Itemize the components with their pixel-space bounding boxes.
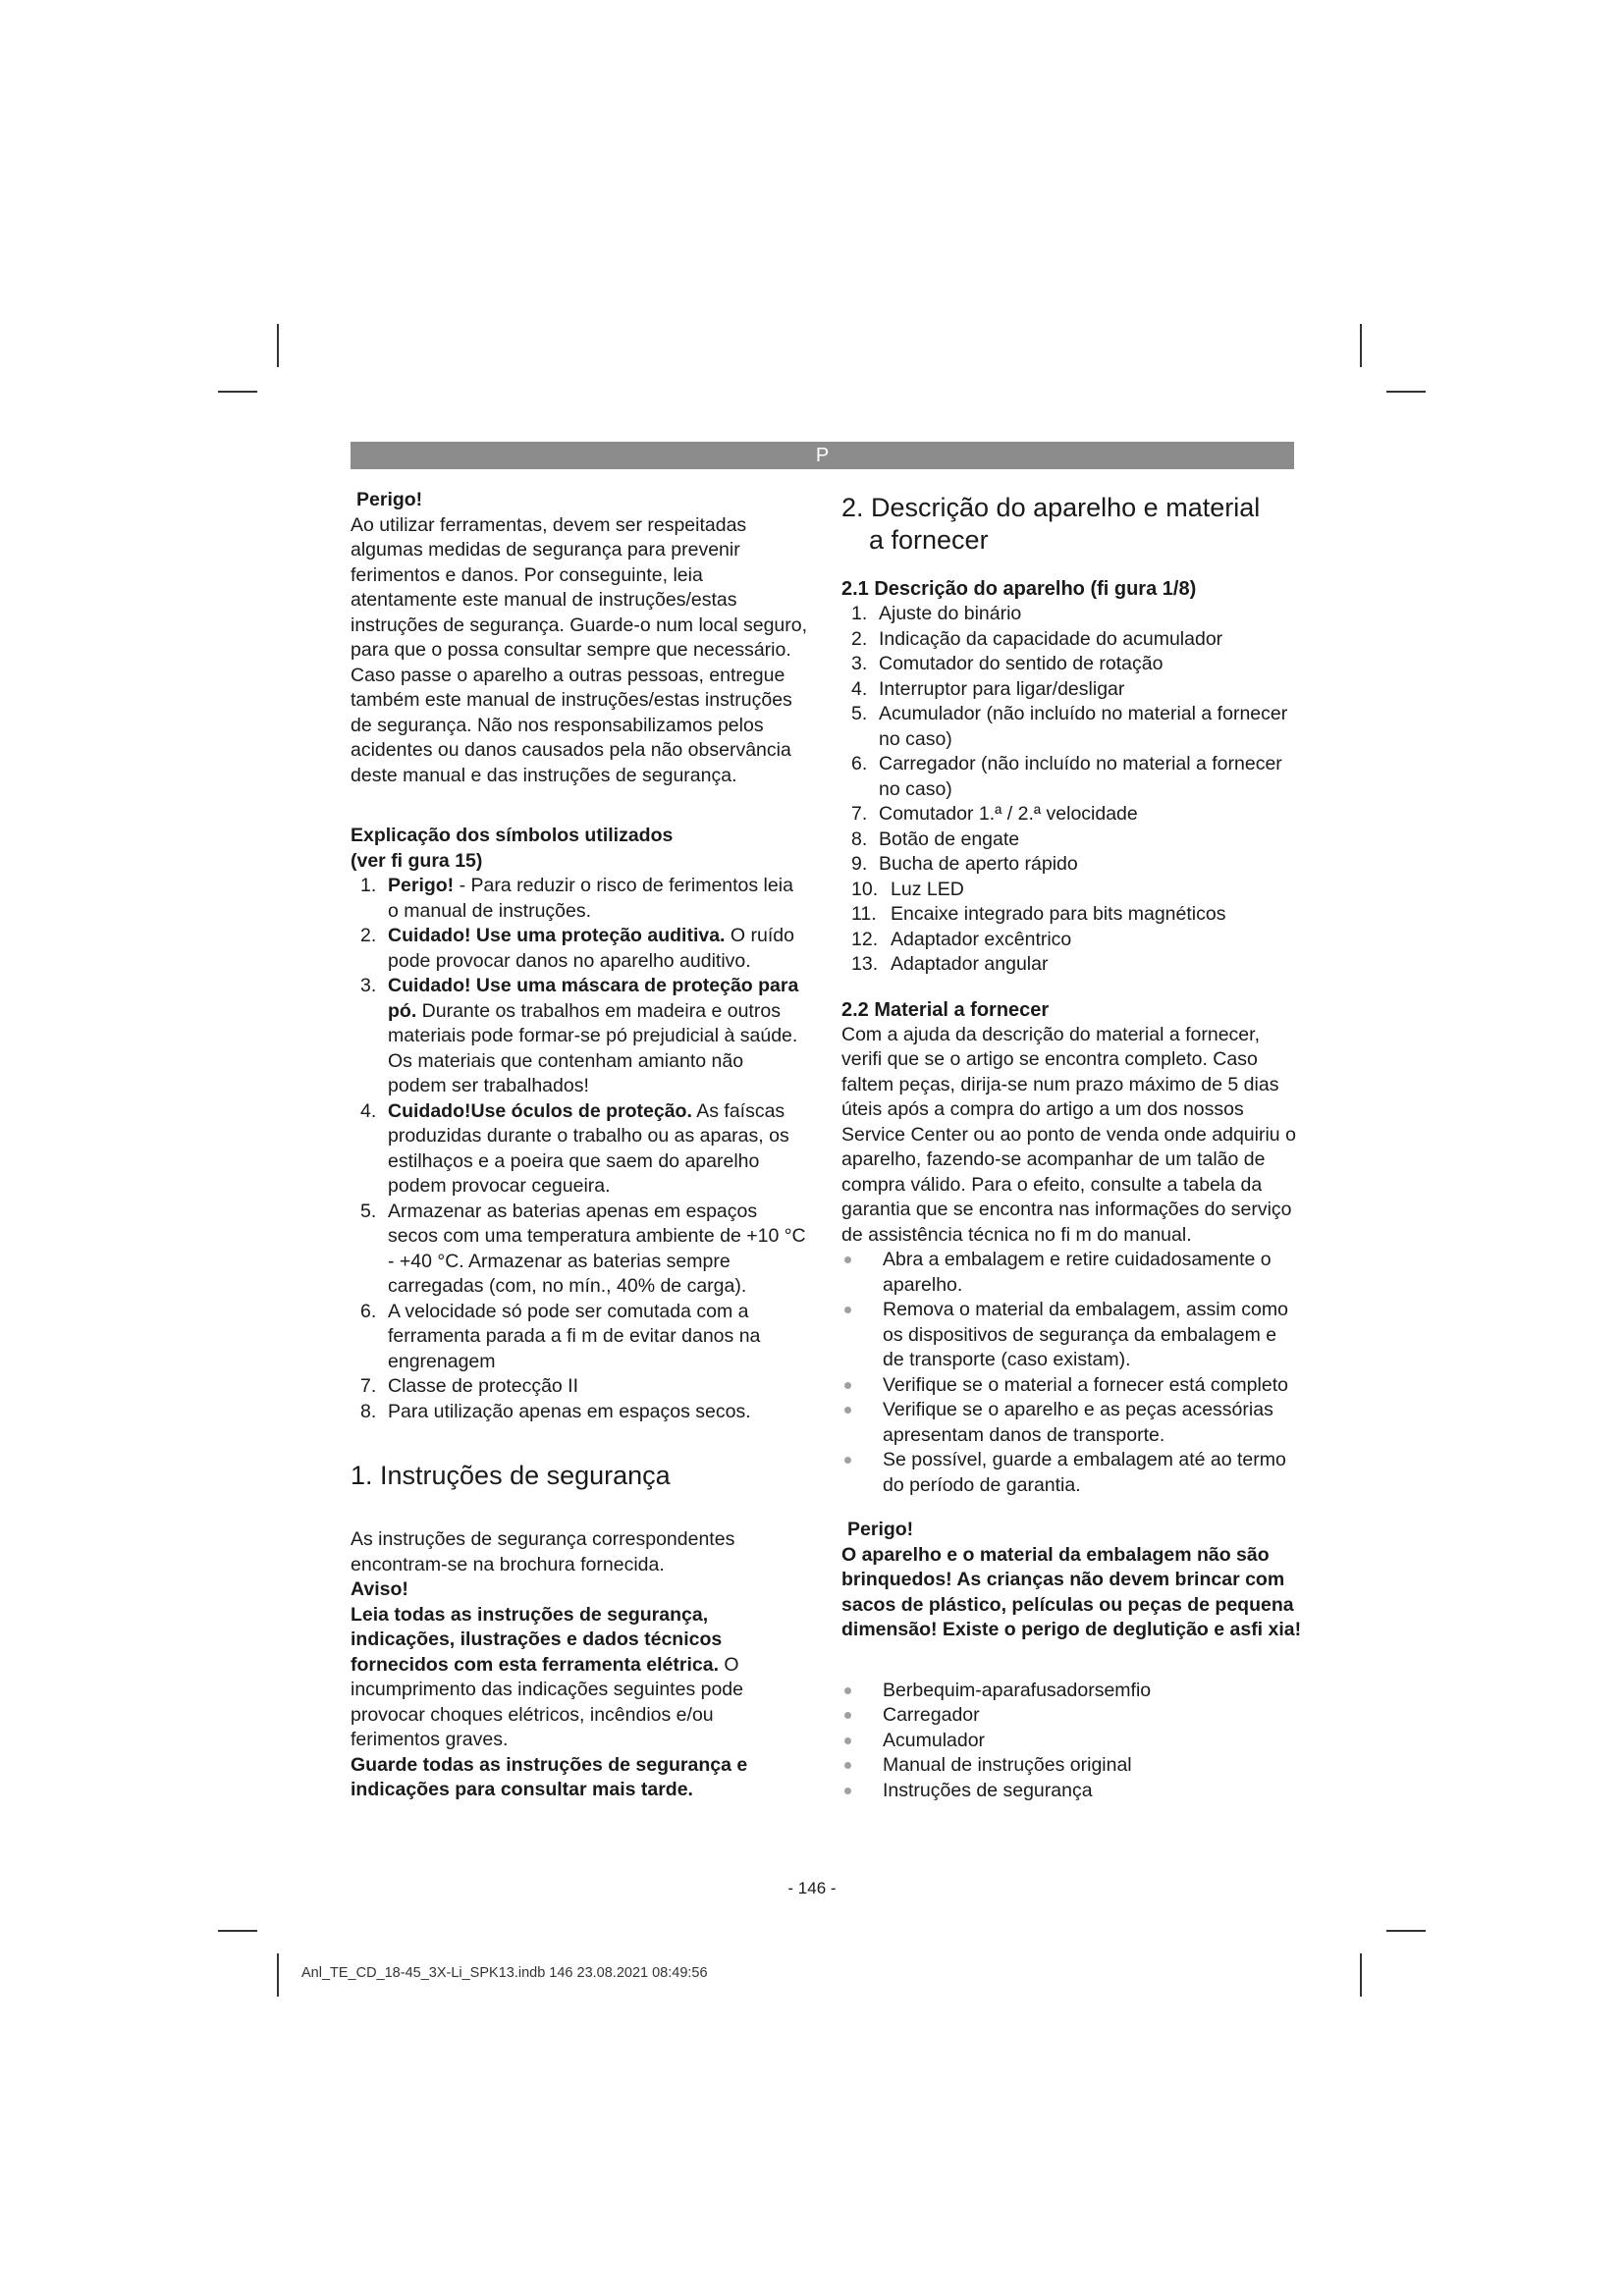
section-2-title xyxy=(841,492,1303,524)
danger-paragraph: Ao utilizar ferramentas, devem ser respeitadas algumas medidas de segurança para prevenir ferimentos e danos. Por conseguinte, leia atentamente este manual de instruções/estas instruções de segurança. Guarde-o num local seguro, para que o possa consultar sempre que necessário. Caso passe o aparelho a outras pessoas, entregue também este manual de instruções/estas instruções de segurança. Não nos responsabilizamos pelos acidentes ou danos causados pela não observância deste manual e das instruções de segurança. xyxy=(351,513,808,786)
keep-instructions: Guarde todas as instruções de segurança e indicações para consultar mais tarde. xyxy=(351,1753,748,1800)
symbol-description: Classe de protecção II xyxy=(388,1375,579,1397)
symbols-list-item xyxy=(351,1200,807,1300)
list-number: 9. xyxy=(851,853,868,875)
warning-text: O incumprimento das indicações seguintes pode provocar choques elétricos, incêndios e/ou ferimentos graves. xyxy=(351,1653,743,1750)
symbol-description: Armazenar as baterias apenas em espaços secos com uma temperatura ambiente de +10 °C - +40 °C. Armazenar as baterias sempre carregadas (com, no mín., 40% de carga). xyxy=(388,1200,806,1297)
symbols-list-item xyxy=(351,1374,807,1400)
crop-mark xyxy=(218,391,257,393)
crop-mark xyxy=(277,324,279,367)
crop-mark xyxy=(1360,1953,1362,1997)
crop-mark xyxy=(1386,1930,1426,1932)
parts-list-item xyxy=(841,952,1303,978)
parts-list xyxy=(841,602,1303,978)
symbol-bold-label: Cuidado! Use uma proteção auditiva. xyxy=(388,925,726,946)
symbol-description: A velocidade só pode ser comutada com a ferramenta parada a fi m de evitar danos na engrenagem xyxy=(388,1300,761,1372)
part-name: Encaixe integrado para bits magnéticos xyxy=(891,903,1226,925)
bullet-icon xyxy=(844,1762,851,1769)
print-file-info: Anl_TE_CD_18-45_3X-Li_SPK13.indb 146 23.08.2021 08:49:56 xyxy=(301,1965,708,1981)
subsection-2-2-title: 2.2 Material a fornecer xyxy=(841,998,1050,1021)
part-name: Carregador (não incluído no material a fornecer no caso) xyxy=(879,753,1282,800)
package-item-text: Acumulador xyxy=(883,1729,986,1751)
section-2-title-line-1: 2. Descrição do aparelho e material xyxy=(841,493,1261,522)
symbols-list xyxy=(351,874,807,1424)
list-number: 3. xyxy=(360,975,377,996)
parts-list-item xyxy=(841,627,1303,653)
parts-list-item xyxy=(841,702,1303,752)
symbols-list-item xyxy=(351,874,807,924)
part-name: Adaptador excêntrico xyxy=(891,928,1072,950)
symbol-description: Para utilização apenas em espaços secos. xyxy=(388,1400,751,1422)
parts-list-item xyxy=(841,828,1303,853)
crop-mark xyxy=(218,1930,257,1932)
unpacking-step xyxy=(841,1448,1303,1498)
unpacking-step xyxy=(841,1298,1303,1373)
symbols-subheading: (ver fi gura 15) xyxy=(351,849,483,872)
unpacking-step xyxy=(841,1373,1303,1399)
part-name: Ajuste do binário xyxy=(879,603,1022,624)
unpacking-steps-list xyxy=(841,1248,1303,1498)
part-name: Adaptador angular xyxy=(891,953,1049,975)
unpacking-step-text: Verifique se o material a fornecer está completo xyxy=(883,1373,1288,1396)
warning-bold-text: Leia todas as instruções de segurança, indicações, ilustrações e dados técnicos fornecidos com esta ferramenta elétrica. xyxy=(351,1603,723,1676)
list-number: 8. xyxy=(851,828,868,850)
crop-mark xyxy=(1360,324,1362,367)
part-name: Bucha de aperto rápido xyxy=(879,853,1078,875)
delivery-paragraph: Com a ajuda da descrição do material a fornecer, verifi que se o artigo se encontra completo. Caso faltem peças, dirija-se num prazo máximo de 5 dias úteis após a compra do artigo a um dos nossos Service Center ou ao ponto de venda onde adquiriu o aparelho, fazendo-se acompanhar de um talão de compra válido. Para o efeito, consulte a tabela da garantia que se encontra nas informações do serviço de assistência técnica no fi m do manual. xyxy=(841,1023,1296,1246)
crop-mark xyxy=(277,1953,279,1997)
bullet-icon xyxy=(844,1788,851,1794)
symbol-bold-label: Cuidado!Use óculos de proteção. xyxy=(388,1099,692,1122)
package-item-text: Instruções de segurança xyxy=(883,1779,1093,1801)
parts-list-item xyxy=(841,852,1303,878)
part-name: Interruptor para ligar/desligar xyxy=(879,677,1125,700)
package-item-text: Manual de instruções original xyxy=(883,1754,1132,1776)
list-number: 6. xyxy=(360,1300,377,1322)
bullet-icon xyxy=(844,1687,851,1694)
part-name: Acumulador (não incluído no material a fornecer no caso) xyxy=(879,703,1288,750)
bullet-icon xyxy=(844,1382,851,1389)
danger-heading-right: Perigo! xyxy=(847,1519,914,1540)
list-number: 5. xyxy=(360,1200,377,1222)
parts-list-item xyxy=(841,652,1303,677)
part-name: Comutador 1.ª / 2.ª velocidade xyxy=(879,803,1138,825)
symbols-list-item xyxy=(351,1400,807,1425)
bullet-icon xyxy=(844,1407,851,1414)
symbol-description: As faíscas produzidas durante o trabalho ou as aparas, os estilhaços e a poeira que saem do aparelho podem provocar cegueira. xyxy=(388,1099,789,1197)
unpacking-step-text: Remova o material da embalagem, assim como os dispositivos de segurança da embalagem e de transporte (caso existam). xyxy=(883,1299,1288,1370)
list-number: 10. xyxy=(851,878,879,900)
list-number: 6. xyxy=(851,753,868,774)
unpacking-step-text: Abra a embalagem e retire cuidadosamente o aparelho. xyxy=(883,1249,1272,1296)
page-number: - 146 - xyxy=(787,1879,837,1897)
package-item xyxy=(841,1729,1303,1754)
symbol-bold-label: Perigo! xyxy=(388,875,455,896)
part-name: Botão de engate xyxy=(879,828,1020,850)
bullet-icon xyxy=(844,1457,851,1464)
package-item-text: Carregador xyxy=(883,1704,980,1726)
list-number: 1. xyxy=(851,603,868,624)
parts-list-item xyxy=(841,602,1303,627)
bullet-icon xyxy=(844,1307,851,1313)
package-item-text: Berbequim-aparafusadorsemfio xyxy=(883,1679,1152,1701)
package-contents-list xyxy=(841,1679,1303,1804)
parts-list-item xyxy=(841,902,1303,928)
subsection-2-1-title: 2.1 Descrição do aparelho (fi gura 1/8) xyxy=(841,578,1197,600)
section-1-title-text: 1. Instruções de segurança xyxy=(351,1461,671,1490)
list-number: 8. xyxy=(360,1400,377,1422)
symbol-bold-label: Cuidado! Use uma máscara de proteção para pó. xyxy=(388,975,799,1022)
symbols-list-item xyxy=(351,924,807,974)
list-number: 2. xyxy=(360,925,377,946)
section-2-title-line-2: a fornecer xyxy=(869,525,989,555)
part-name: Luz LED xyxy=(891,878,964,900)
danger-paragraph-right: O aparelho e o material da embalagem não são brinquedos! As crianças não devem brincar com sacos de plástico, películas ou peças de pequena dimensão! Existe o perigo de deglutição e asfi xia! xyxy=(841,1543,1302,1640)
unpacking-step xyxy=(841,1248,1303,1298)
language-tag: P xyxy=(815,445,830,466)
left-column xyxy=(351,488,807,1803)
package-item xyxy=(841,1753,1303,1779)
list-number: 13. xyxy=(851,953,879,975)
right-column xyxy=(841,488,1303,1803)
language-header-bar xyxy=(351,442,1294,469)
section-1-intro: As instruções de segurança correspondentes encontram-se na brochura fornecida. xyxy=(351,1528,735,1575)
list-number: 1. xyxy=(360,875,377,896)
list-number: 5. xyxy=(851,703,868,724)
parts-list-item xyxy=(841,677,1303,703)
list-number: 12. xyxy=(851,928,879,950)
section-1-title xyxy=(351,1460,807,1492)
danger-heading: Perigo! xyxy=(356,489,423,510)
crop-mark xyxy=(1386,391,1426,393)
symbol-description: - Para reduzir o risco de ferimentos leia o manual de instruções. xyxy=(388,875,793,922)
symbols-heading: Explicação dos símbolos utilizados xyxy=(351,825,674,846)
list-number: 7. xyxy=(360,1375,377,1397)
parts-list-item xyxy=(841,928,1303,953)
symbols-list-item xyxy=(351,1300,807,1375)
package-item xyxy=(841,1779,1303,1804)
list-number: 3. xyxy=(851,653,868,674)
symbols-list-item xyxy=(351,974,807,1099)
unpacking-step-text: Verifique se o aparelho e as peças acessórias apresentam danos de transporte. xyxy=(883,1399,1273,1446)
symbol-description: O ruído pode provocar danos no aparelho auditivo. xyxy=(388,925,794,972)
symbols-list-item xyxy=(351,1099,807,1200)
symbol-description: Durante os trabalhos em madeira e outros materiais pode formar-se pó prejudicial à saúde. Os materiais que contenham amianto não podem ser trabalhados! xyxy=(388,999,798,1096)
list-number: 7. xyxy=(851,803,868,825)
list-number: 4. xyxy=(360,1099,377,1122)
list-number: 4. xyxy=(851,677,868,700)
unpacking-step xyxy=(841,1398,1303,1448)
parts-list-item xyxy=(841,752,1303,802)
unpacking-step-text: Se possível, guarde a embalagem até ao termo do período de garantia. xyxy=(883,1449,1286,1496)
bullet-icon xyxy=(844,1256,851,1263)
warning-paragraph xyxy=(351,1603,807,1753)
list-number: 2. xyxy=(851,627,868,650)
package-item xyxy=(841,1703,1303,1729)
bullet-icon xyxy=(844,1712,851,1719)
list-number: 11. xyxy=(851,903,877,925)
parts-list-item xyxy=(841,802,1303,828)
warning-label: Aviso! xyxy=(351,1578,408,1600)
parts-list-item xyxy=(841,878,1303,903)
package-item xyxy=(841,1679,1303,1704)
bullet-icon xyxy=(844,1737,851,1744)
part-name: Comutador do sentido de rotação xyxy=(879,653,1164,674)
part-name: Indicação da capacidade do acumulador xyxy=(879,627,1223,650)
